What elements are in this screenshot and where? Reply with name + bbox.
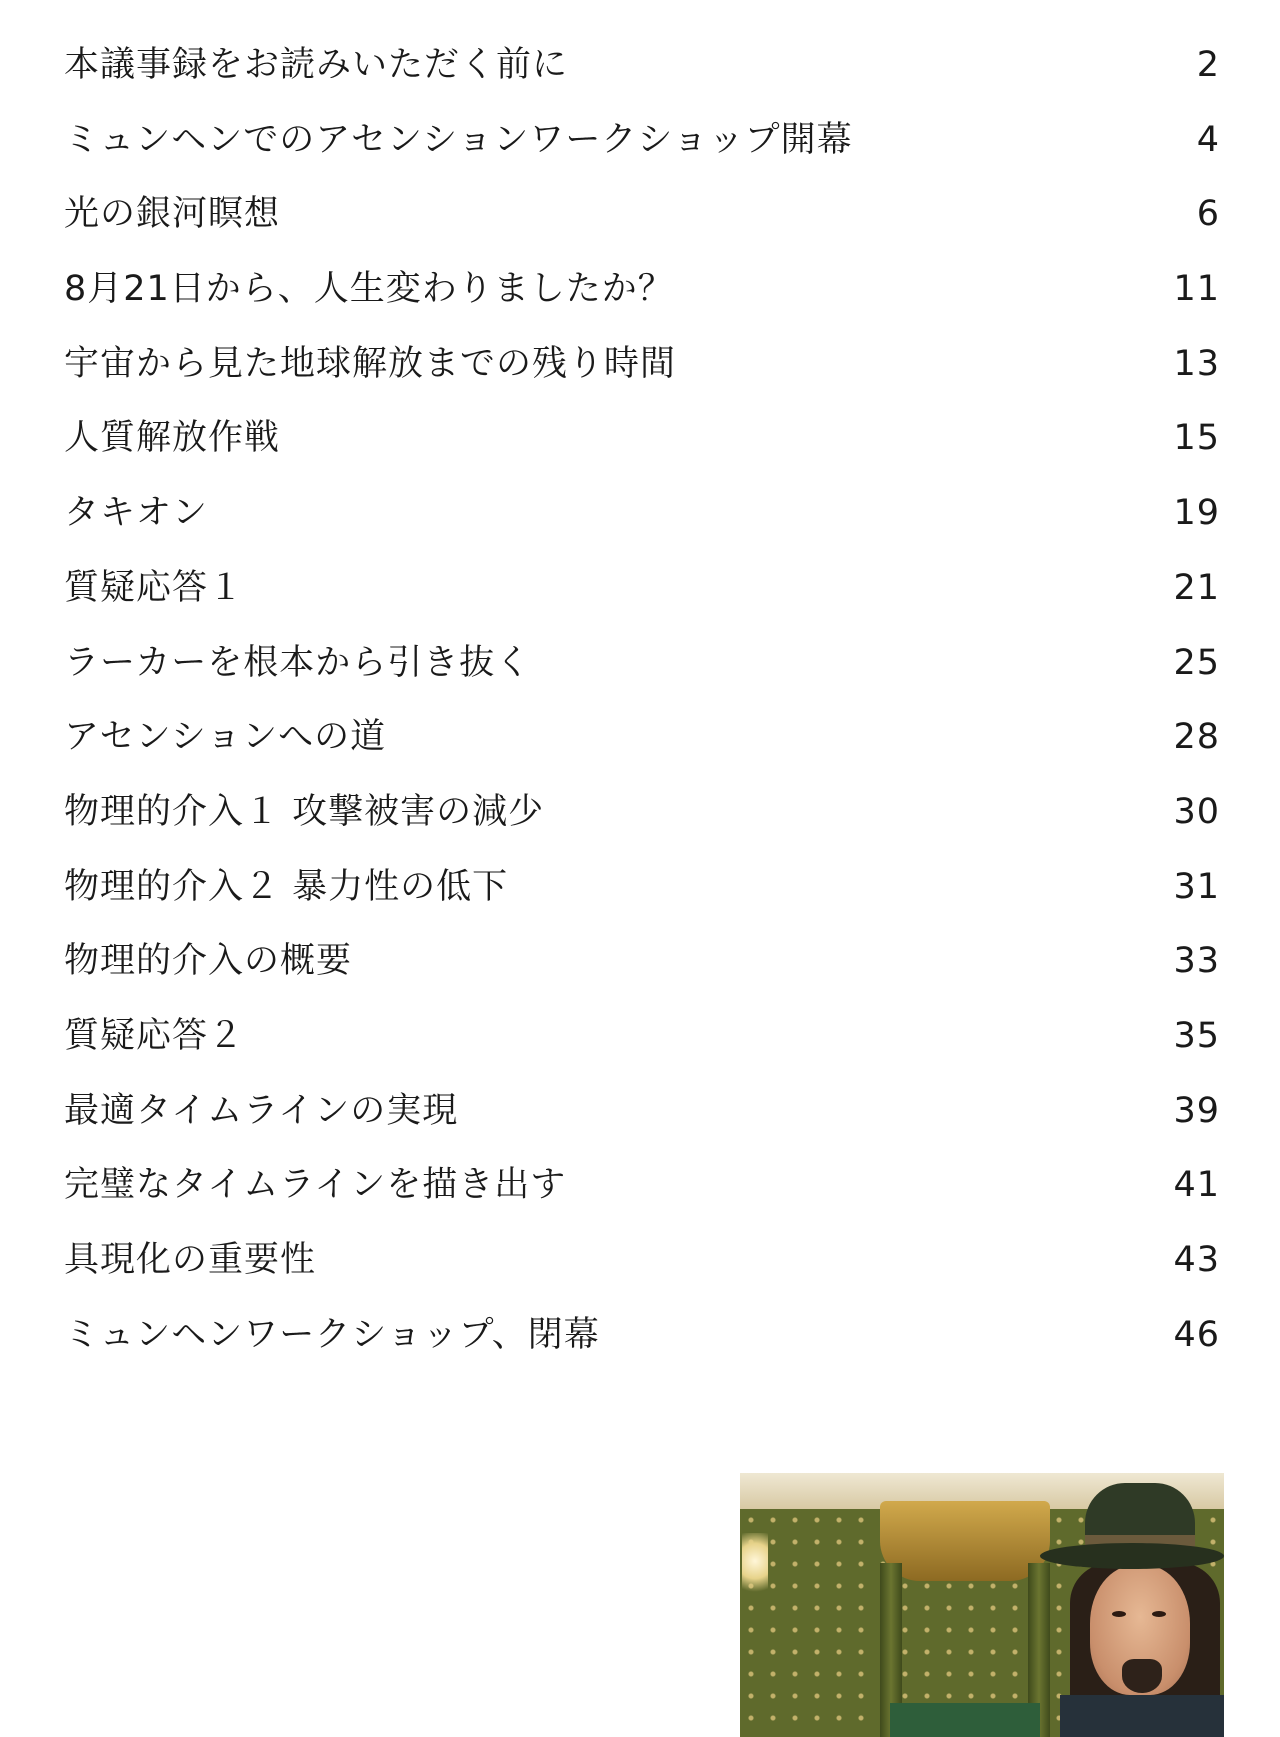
toc-entry-page-number: 25 — [1173, 642, 1220, 683]
toc-entry-title: 物理的介入１ 攻撃被害の減少 — [64, 791, 545, 832]
toc-entry[interactable] — [64, 28, 1220, 103]
toc-entry-title: 8月21日から、人生変わりましたか？ — [64, 269, 674, 310]
toc-entry-title: アセンションへの道 — [64, 717, 387, 758]
toc-entry-page-number: 31 — [1173, 866, 1220, 907]
toc-entry[interactable] — [64, 1223, 1220, 1298]
author-photo — [740, 1473, 1224, 1737]
toc-entry[interactable] — [64, 103, 1220, 178]
wall-lamp — [742, 1533, 768, 1603]
toc-entry[interactable] — [64, 551, 1220, 626]
toc-entry[interactable] — [64, 700, 1220, 775]
toc-entry-page-number: 39 — [1173, 1090, 1220, 1131]
toc-entry-title: 物理的介入の概要 — [64, 941, 353, 982]
toc-entry-page-number: 35 — [1173, 1015, 1220, 1056]
bed — [890, 1703, 1040, 1737]
toc-entry[interactable] — [64, 626, 1220, 701]
scarf — [1060, 1695, 1224, 1737]
toc-entry-title: 物理的介入２ 暴力性の低下 — [64, 866, 509, 907]
toc-entry[interactable] — [64, 1074, 1220, 1149]
toc-entry-page-number: 19 — [1173, 493, 1220, 534]
toc-entry-title: 最適タイムラインの実現 — [64, 1090, 459, 1131]
toc-entry-title: 人質解放作戦 — [64, 418, 281, 459]
toc-entry-page-number: 43 — [1173, 1240, 1220, 1280]
toc-entry[interactable] — [64, 252, 1220, 327]
person — [1040, 1473, 1224, 1737]
toc-entry-page-number: 33 — [1173, 941, 1220, 982]
toc-entry-title: 質疑応答１ — [64, 567, 245, 608]
toc-entry-page-number: 28 — [1173, 717, 1220, 758]
toc-entry-title: 本議事録をお読みいただく前に — [64, 45, 569, 85]
right-eye — [1152, 1611, 1166, 1617]
toc-entry-page-number: 13 — [1173, 343, 1220, 384]
toc-entry[interactable] — [64, 924, 1220, 999]
toc-entry[interactable] — [64, 177, 1220, 252]
toc-entry-title: 質疑応答２ — [64, 1015, 245, 1056]
toc-entry-page-number: 11 — [1173, 269, 1220, 310]
toc-entry[interactable] — [64, 401, 1220, 476]
toc-entry[interactable] — [64, 1148, 1220, 1223]
toc-entry-page-number: 4 — [1196, 119, 1220, 160]
toc-entry-title: 宇宙から見た地球解放までの残り時間 — [64, 343, 677, 384]
toc-entry-page-number: 15 — [1173, 418, 1220, 459]
toc-entry-page-number: 6 — [1196, 194, 1220, 235]
toc-entry[interactable] — [64, 1298, 1220, 1373]
toc-entry-page-number: 41 — [1173, 1165, 1220, 1206]
beard — [1122, 1659, 1162, 1693]
toc-entry-page-number: 2 — [1196, 45, 1220, 85]
bed-canopy — [880, 1501, 1050, 1581]
toc-entry-title: 具現化の重要性 — [64, 1240, 317, 1280]
toc-entry-title: ミュンヘンワークショップ、閉幕 — [64, 1314, 600, 1355]
toc-entry-title: 完璧なタイムラインを描き出す — [64, 1165, 567, 1206]
toc-entry[interactable] — [64, 999, 1220, 1074]
toc-entry-page-number: 21 — [1173, 567, 1220, 608]
hat-brim — [1040, 1543, 1224, 1569]
toc-entry-title: 光の銀河瞑想 — [64, 194, 281, 235]
toc-entry[interactable] — [64, 327, 1220, 402]
toc-entry-page-number: 30 — [1173, 791, 1220, 832]
table-of-contents — [64, 28, 1220, 1372]
toc-entry-title: タキオン — [64, 493, 209, 534]
toc-entry-page-number: 46 — [1173, 1314, 1220, 1355]
left-eye — [1112, 1611, 1126, 1617]
toc-entry-title: ミュンヘンでのアセンションワークショップ開幕 — [64, 119, 853, 160]
toc-entry[interactable] — [64, 775, 1220, 850]
toc-entry[interactable] — [64, 476, 1220, 551]
toc-entry[interactable] — [64, 850, 1220, 925]
toc-entry-title: ラーカーを根本から引き抜く — [64, 642, 532, 683]
